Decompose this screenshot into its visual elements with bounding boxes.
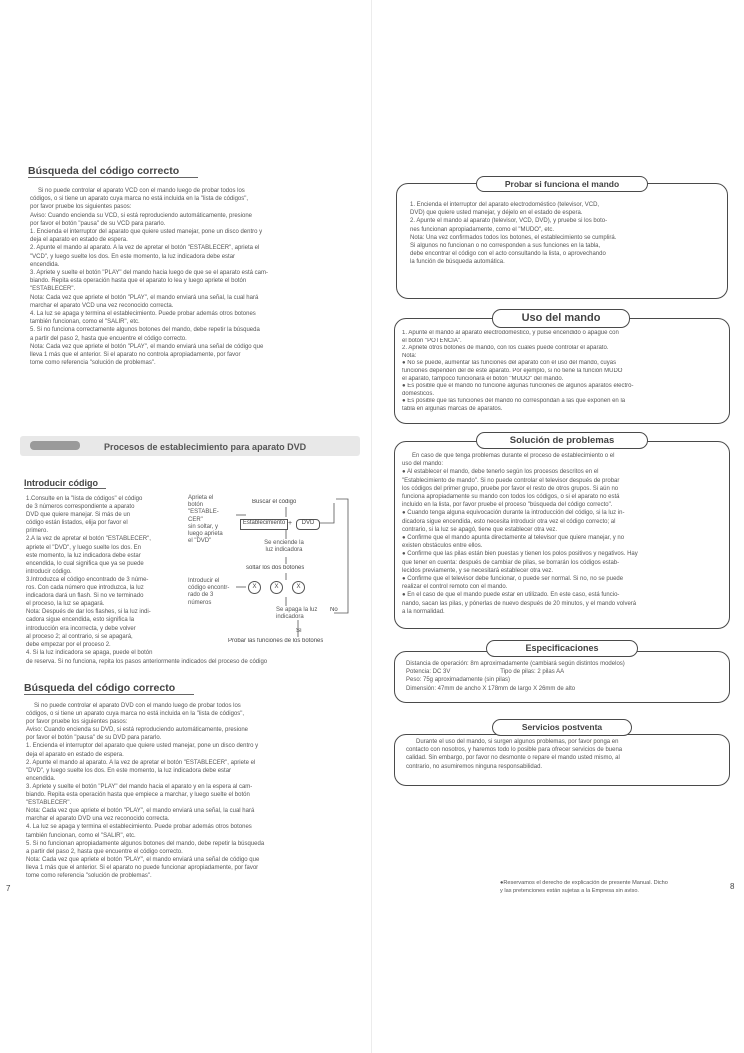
text-line: ● Es posible que el mando no funcione algunas funciones de algunos aparatos electró- [402,383,634,390]
servicios-body [406,738,722,771]
text-line: Nota: Cada vez que apriete el botón "PLAY", el mando enviará una señal de código que [30,343,264,350]
text-line: ● En el caso de que el mando puede estar en utilizado. En este caso, está funcio- [402,592,620,599]
flow-no: No [330,607,338,613]
text-line: deja el aparato en estado de espera. [30,237,128,244]
text-line: Nota: Cada vez que apriete el botón "PLAY", el mando enviará una señal, la cual hará [30,294,259,301]
text-line: 2.A la vez de apretar el botón "ESTABLECER", [26,536,151,543]
flow-si: Sí [296,628,302,634]
text-line: 1. Encienda el interruptor del aparato que quiere usted manejar, pone un disco dentro y [30,229,263,236]
text-line: 3.Introduzca el código encontrado de 3 núme- [26,576,149,583]
text-line: uso del mando: [402,461,444,468]
text-line: funciones dependen del de este aparato. Por ejemplo, si no tiene la función MUDO [402,367,623,374]
text-line: tome como referencia "solución de problemas". [30,360,156,367]
text-line: cadora sigue encendida, esto significa la [26,617,135,624]
text-line: apriete el "DVD", y luego suelte los dos. En [26,544,141,551]
flow-x-circle: X [270,581,283,594]
text-line: biando. Repita esta operación hasta que el aparato lo lea y luego apriete el botón [30,278,247,285]
text-line: indicadora dará un flash. Si no ve terminado [26,593,144,600]
text-line: a partir del paso 2, hasta que encuentre el código correcto. [26,848,183,855]
text-line: realizar el control remoto con el mando. [402,584,508,591]
text-line: 5. Si no funciona correctamente algunos botones del mando, debe repetir la búsqueda [30,327,260,334]
text-line: Si no puede controlar el aparato VCD con el mando luego de probar todos los [38,188,245,194]
text-line: ros. Con cada número que introduzca, la luz [26,585,144,592]
section-title-vcd: Búsqueda del código correcto [28,165,198,178]
text-line: el aparato, tampoco funcionará el botón "MUDO" del mando. [402,375,564,382]
text-line: el botón "POTENCIA". [402,337,462,344]
solucion-body [402,452,722,616]
text-line: 1.Consulte en la "lista de códigos" el código [26,496,143,502]
text-line: el proceso, la luz se apagará. [26,601,105,608]
text-line: calidad. Sin embargo, por favor no desmonte o repare el mando usted mismo, al [406,755,620,762]
text-line: lleva 1 más que el anterior. Si el aparato no puede funcionar apropiadamente, por favor [26,864,259,871]
text-line: ● Confirme que el mando apunta directamente al televisor que quiere manejar, y no [402,535,625,542]
text-line: marchar el aparato DVD una vez reconocido correcta. [26,816,170,823]
text-line: "ESTABLECER". [26,800,72,807]
text-line: encendida, lo cual significa que ya se puede [26,560,144,567]
text-line: código están listados, elija por favor el [26,520,128,527]
text-line: debe encontrar el código con el acto consultando la lista, o aprovechando [410,251,606,258]
text-line: códigos, o si tiene un aparato cuya marca no está incluida en la "lista de códigos", [26,711,245,718]
text-line: 2. Apunte el mando al aparato (televisor, VCD, DVD), y pruebe si los boto- [410,218,608,225]
text-line: Distancia de operación: 8m aproximadamente (cambiará según distintos modelos) [406,661,625,667]
text-line: los códigos del primer grupo, pruebe por favor el resto de otros grupos. Si aún no [402,485,619,492]
text-line: 2. Apriete otros botones de mando, con los cuales puede controlar el aparato. [402,345,609,352]
text-line: introducción era incorrecta, y debe volver [26,625,136,632]
text-line: marchar el aparato VCD una vez reconocido correcta. [30,302,174,309]
text-line: Nota: Una vez confirmados todos los botones, el establecimiento se cumplirá. [410,234,617,241]
text-line: tome como referencia "solución de problemas". [26,872,152,879]
flowchart [188,495,363,655]
intro-code-body [26,495,186,657]
text-line: también funcionan, como el "SALIR", etc. [26,832,136,839]
text-line: "Establecimiento de mando". Si no puede controlar el televisor después de probar [402,477,620,484]
flow-note-enter: Introducir el código encontr- rado de 3 números [188,578,230,606]
text-line: 2. Apunte el mando al aparato. A la vez de apretar el botón "ESTABLECER", apriete el [26,759,256,766]
dvd-procedure-title: Procesos de establecimiento para aparato DVD [104,442,307,452]
text-line: 1. Apunte el mando al aparato electrodoméstico, y pulse encendido o apague con [402,330,619,336]
text-line: ● Confirme que el televisor debe funcionar, o puede ser normal. Si no, no se puede [402,576,624,583]
uso-body [402,330,722,414]
probar-title: Probar si funciona el mando [476,176,648,192]
page-number-right: 8 [730,882,735,891]
flow-x-circle: X [248,581,261,594]
text-line: Peso: 75g aproximadamente (sin pilas) [406,677,511,684]
text-line: ● No se puede, aumentar las funciones del aparato con el uso del mando, cuyas [402,360,617,367]
servicios-title: Servicios postventa [492,719,632,736]
text-line: domésticos. [402,390,435,397]
flow-buscar: Buscar el código [252,499,297,505]
text-line: contrario, si la luz se apagó, tiene que establecer otra vez. [402,526,558,533]
intro-code-title: Introducir código [24,478,106,489]
text-line: Nota: Cada vez que apriete el botón "PLAY", el mando enviará una señal, la cual hará [26,808,255,815]
text-line: Si no puede controlar el aparato DVD con el mando luego de probar todos los [34,703,241,709]
right-page [372,0,744,1053]
text-line: funciona apropiadamente su mando con todos los códigos, o si el aparato no está [402,494,620,501]
text-line: 5. Si no funcionan apropiadamente algunos botones del mando, debe repetir la búsqueda [26,840,265,847]
section-title-dvd: Búsqueda del código correcto [24,682,194,695]
text-line: Aviso: Cuando encienda su DVD, si está reproduciendo automáticamente, presione [26,727,249,734]
text-line: 4. La luz se apaga y termina el establecimiento. Puede probar además otros botones [30,311,256,318]
text-line: contrario, no asumiremos ninguna responsabilidad. [406,763,543,770]
text-line: códigos, o si tiene un aparato cuya marca no está incluida en la "lista de códigos", [30,196,249,203]
text-line: 4. La luz se apaga y termina el establecimiento. Puede probar además otros botones [26,824,252,831]
remote-image [30,441,80,450]
page-number-left: 7 [6,884,11,893]
text-line: al proceso 2; al contrario, si se apagará, [26,633,133,640]
flow-soltar: soltar los dos botones [246,565,305,571]
text-line: ● Cuando tenga alguna equivocación durante la introducción del código, si la luz in- [402,510,625,517]
text-line: debe empezar por el proceso 2. [26,641,111,648]
text-line: a la normalidad. [402,608,445,615]
section-body-dvd [26,702,362,880]
text-line: dicadora sigue encendida, esto necesita introducir otra vez el código correcto; al [402,518,616,525]
text-line: y las pretenciones están sujetas a la Empresa sin aviso. [500,887,639,894]
text-line: ● Es posible que las funciones del mando no correspondan a las que exponen en la [402,398,626,405]
text-line: 2. Apunte el mando al aparato. A la vez de apretar el botón "ESTABLECER", aprieta el [30,245,260,252]
text-line: encendida. [26,775,56,782]
text-line: "DVD", y luego suelte los dos. En este momento, la luz indicadora debe estar [26,767,232,774]
text-line: Nota: [402,352,417,359]
text-line: también funcionan, como el "SALIR", etc. [30,319,140,326]
text-line: ● Al establecer el mando, debe tenerlo según los procesos descritos en el [402,469,599,476]
text-line: DVD que quiere manejar. Si más de un [26,512,131,519]
text-line: contacto con nosotros, y haremos todo lo posible para ofrecer servicios de buena [406,747,623,754]
text-line: Nota: Cada vez que apriete el botón "PLAY", el mando enviará una señal de código que [26,856,260,863]
text-line: por favor el botón "pausa" de su VCD para pararlo. [30,220,166,227]
text-line: "VCD", y luego suelte los dos. En este momento, la luz indicadora debe estar [30,253,236,260]
text-line: a partir del paso 2, hasta que encuentre el código correcto. [30,335,187,342]
text-line: Durante el uso del mando, si surgen algunos problemas, por favor ponga en [416,739,619,745]
text-line: Aviso: Cuando encienda su VCD, si está reproduciendo automáticamente, presione [30,212,253,219]
text-line: 3. Apriete y suelte el botón "PLAY" del mando hacia luego de que se el aparato está cam- [30,270,268,277]
text-line: Si algunos no funcionan o no corresponden a sus funciones en la tabla, [410,243,601,250]
flow-apaga: Se apaga la luz indicadora [276,607,318,620]
text-line: DVD) que quiere usted manejar, y déjelo en el estado de espera. [410,210,583,217]
text-line: Potencia: DC 3V Tipo de pilas: 2 pilas AA [406,669,565,676]
text-line: ● Confirme que las pilas están bien puestas y tienen los polos positivos y negativos. Hay [402,551,638,558]
text-line: En caso de que tenga problemas durante el proceso de establecimiento o el [412,453,615,459]
text-line: deja el aparato en estado de espera. [26,751,124,758]
text-line: 4. Si la luz indicadora se apaga, puede el botón [26,649,153,656]
text-line: encendida. [30,261,60,268]
text-line: 1. Encienda el interruptor del aparato que quiere usted manejar, pone un disco dentro y [26,743,259,750]
text-line: nes funcionan apropiadamente, como el "MUDO", etc. [410,226,554,233]
flow-establecimiento-box: Establecimiento [240,519,288,530]
text-line: incluido en la lista, por favor pruebe el proceso "búsqueda del código correcto". [402,502,613,509]
text-line: por favor el botón "pausa" de su DVD para pararlo. [26,735,162,742]
text-line: "ESTABLECER". [30,286,76,293]
uso-title: Uso del mando [492,309,630,328]
text-line: este momento, la luz indicadora debe estar [26,552,141,559]
text-line: por favor pruebe los siguientes pasos: [26,719,128,726]
text-line: tabla en algunas marcas de aparatos. [402,405,503,412]
text-line: existen obstáculos entre ellos. [402,543,483,550]
solucion-title: Solución de problemas [476,432,648,449]
text-line: Dimensión: 47mm de ancho X 178mm de largo X 26mm de alto [406,685,576,692]
flow-note-press: Aprieta el botón "ESTABLE- CER" sin soltar, y luego aprieta el "DVD" [188,495,223,545]
flow-arrows [188,495,363,655]
intro-code-last-line: de reserva. Si no funciona, repita los pasos anteriormente indicados del proceso de código [26,659,268,665]
text-line: lecidos previamente, y se necesitará establecer otra vez. [402,567,554,574]
text-line: Nota: Después de dar los flashes, si la luz indi- [26,609,151,616]
footer-note [500,880,712,895]
text-line: de 3 números correspondiente a aparato [26,504,135,511]
especificaciones-title: Especificaciones [486,640,638,657]
text-line: ●Reservamos el derecho de explicación de presente Manual. Dicho [500,880,668,886]
flow-plus: + [288,520,293,527]
especificaciones-body [406,660,722,693]
text-line: nando, sacan las pilas, y pónerlas de nuevo después de 20 minutos, y el mando volverá [402,600,637,607]
probar-body [410,201,716,267]
text-line: introducir código. [26,568,72,575]
text-line: que tener en cuenta: después de cambiar de pilas, se borrarán los códigos estab- [402,559,620,566]
text-line: por favor pruebe los siguientes pasos: [30,204,132,211]
text-line: lleva 1 más que el anterior. Si el aparato no controla apropiadamente, por favor [30,352,241,359]
text-line: la función de búsqueda automática. [410,259,505,266]
text-line: primero. [26,528,49,535]
text-line: 1. Encienda el interruptor del aparato electrodoméstico (televisor, VCD, [410,202,600,208]
flow-dvd-box: DVD [296,519,320,530]
flow-probar: Probar las funciones de los botones [228,638,324,644]
section-body-vcd [30,187,360,367]
flow-x-circle: X [292,581,305,594]
text-line: 3. Apriete y suelte el botón "PLAY" del mando hacia el aparato y en la espera al cam- [26,783,253,790]
flow-encendida: Se enciende la luz indicadora [264,540,304,553]
text-line: biando. Repita esta operación hasta que empiece a marchar, y luego suelte el botón [26,792,250,799]
